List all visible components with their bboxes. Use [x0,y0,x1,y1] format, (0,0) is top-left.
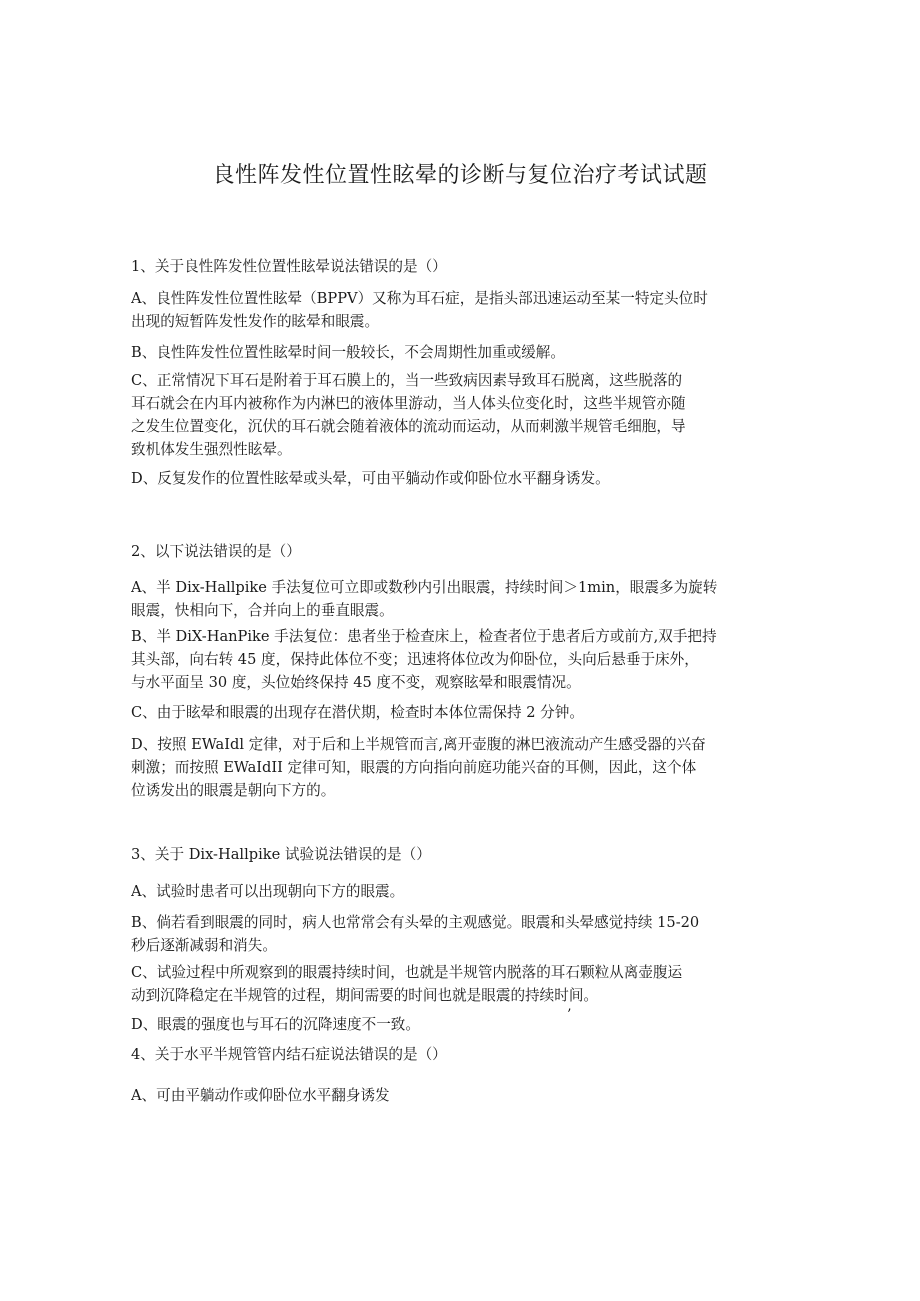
question-1-option-c-cont: 耳石就会在内耳内被称作为内淋巴的液体里游动，当人体头位变化时，这些半规管亦随 [131,395,686,412]
question-1-option-c-cont: 致机体发生强烈性眩晕。 [131,441,292,458]
question-1-option-a-cont: 出现的短暂阵发性发作的眩晕和眼震。 [131,313,380,330]
question-2-option-c: C、由于眩晕和眼震的出现存在潜伏期，检查时本体位需保持 2 分钟。 [131,704,584,721]
question-3-option-b-cont: 秒后逐渐减弱和消失。 [131,937,277,954]
question-3-option-b: B、倘若看到眼震的同时，病人也常常会有头晕的主观感觉。眼震和头晕感觉持续 15-20 [131,914,700,931]
question-2-option-d-cont: 位诱发出的眼震是朝向下方的。 [131,782,336,799]
question-2-option-b-cont: 其头部，向右转 45 度，保持此体位不变；迅速将体位改为仰卧位，头向后悬垂于床外， [131,651,699,668]
question-4-option-a: A、可由平躺动作或仰卧位水平翻身诱发 [131,1087,390,1104]
question-1-option-d: D、反复发作的位置性眩晕或头晕，可由平躺动作或仰卧位水平翻身诱发。 [131,470,610,487]
question-2-option-a-cont: 眼震，快相向下，合并向上的垂直眼震。 [131,602,394,619]
question-2-option-a: A、半 Dix-Hallpike 手法复位可立即或数秒内引出眼震，持续时间＞1min，眼震多为旋转 [131,579,718,596]
question-3-option-c-cont: 动到沉降稳定在半规管的过程，期间需要的时间也就是眼震的持续时间。 [131,987,599,1004]
question-4-stem: 4、关于水平半规管管内结石症说法错误的是（） [131,1046,447,1063]
question-2-option-b-cont: 与水平面呈 30 度，头位始终保持 45 度不变，观察眩晕和眼震情况。 [131,674,581,691]
question-3-option-d: D、眼震的强度也与耳石的沉降速度不一致。 [131,1016,420,1033]
question-3-option-a: A、试验时患者可以出现朝向下方的眼震。 [131,883,405,900]
question-2-option-b: B、半 DiX-HanPike 手法复位：患者坐于检查床上，检查者位于患者后方或前方,双手把持 [131,628,717,645]
question-1-option-a: A、良性阵发性位置性眩晕（BPPV）又称为耳石症，是指头部迅速运动至某一特定头位时 [131,290,708,307]
question-1-stem: 1、关于良性阵发性位置性眩晕说法错误的是（） [131,258,447,275]
stray-mark: ’ [567,1007,572,1023]
question-1-option-c-cont: 之发生位置变化，沉伏的耳石就会随着液体的流动而运动，从而刺激半规管毛细胞，导 [131,418,686,435]
question-3-option-c: C、试验过程中所观察到的眼震持续时间，也就是半规管内脱落的耳石颗粒从离壶腹运 [131,964,683,981]
question-2-stem: 2、以下说法错误的是（） [131,543,301,560]
question-1-option-b: B、良性阵发性位置性眩晕时间一般较长，不会周期性加重或缓解。 [131,344,565,361]
question-3-stem: 3、关于 Dix-Hallpike 试验说法错误的是（） [131,846,431,863]
document-title: 良性阵发性位置性眩晕的诊断与复位治疗考试试题 [212,163,708,188]
question-1-option-c: C、正常情况下耳石是附着于耳石膜上的，当一些致病因素导致耳石脱离，这些脱落的 [131,372,683,389]
question-2-option-d: D、按照 EWaIdl 定律，对于后和上半规管而言,离开壶腹的淋巴液流动产生感受器的兴奋 [131,736,706,753]
question-2-option-d-cont: 刺激；而按照 EWaIdII 定律可知，眼震的方向指向前庭功能兴奋的耳侧，因此，这个体 [131,759,697,776]
